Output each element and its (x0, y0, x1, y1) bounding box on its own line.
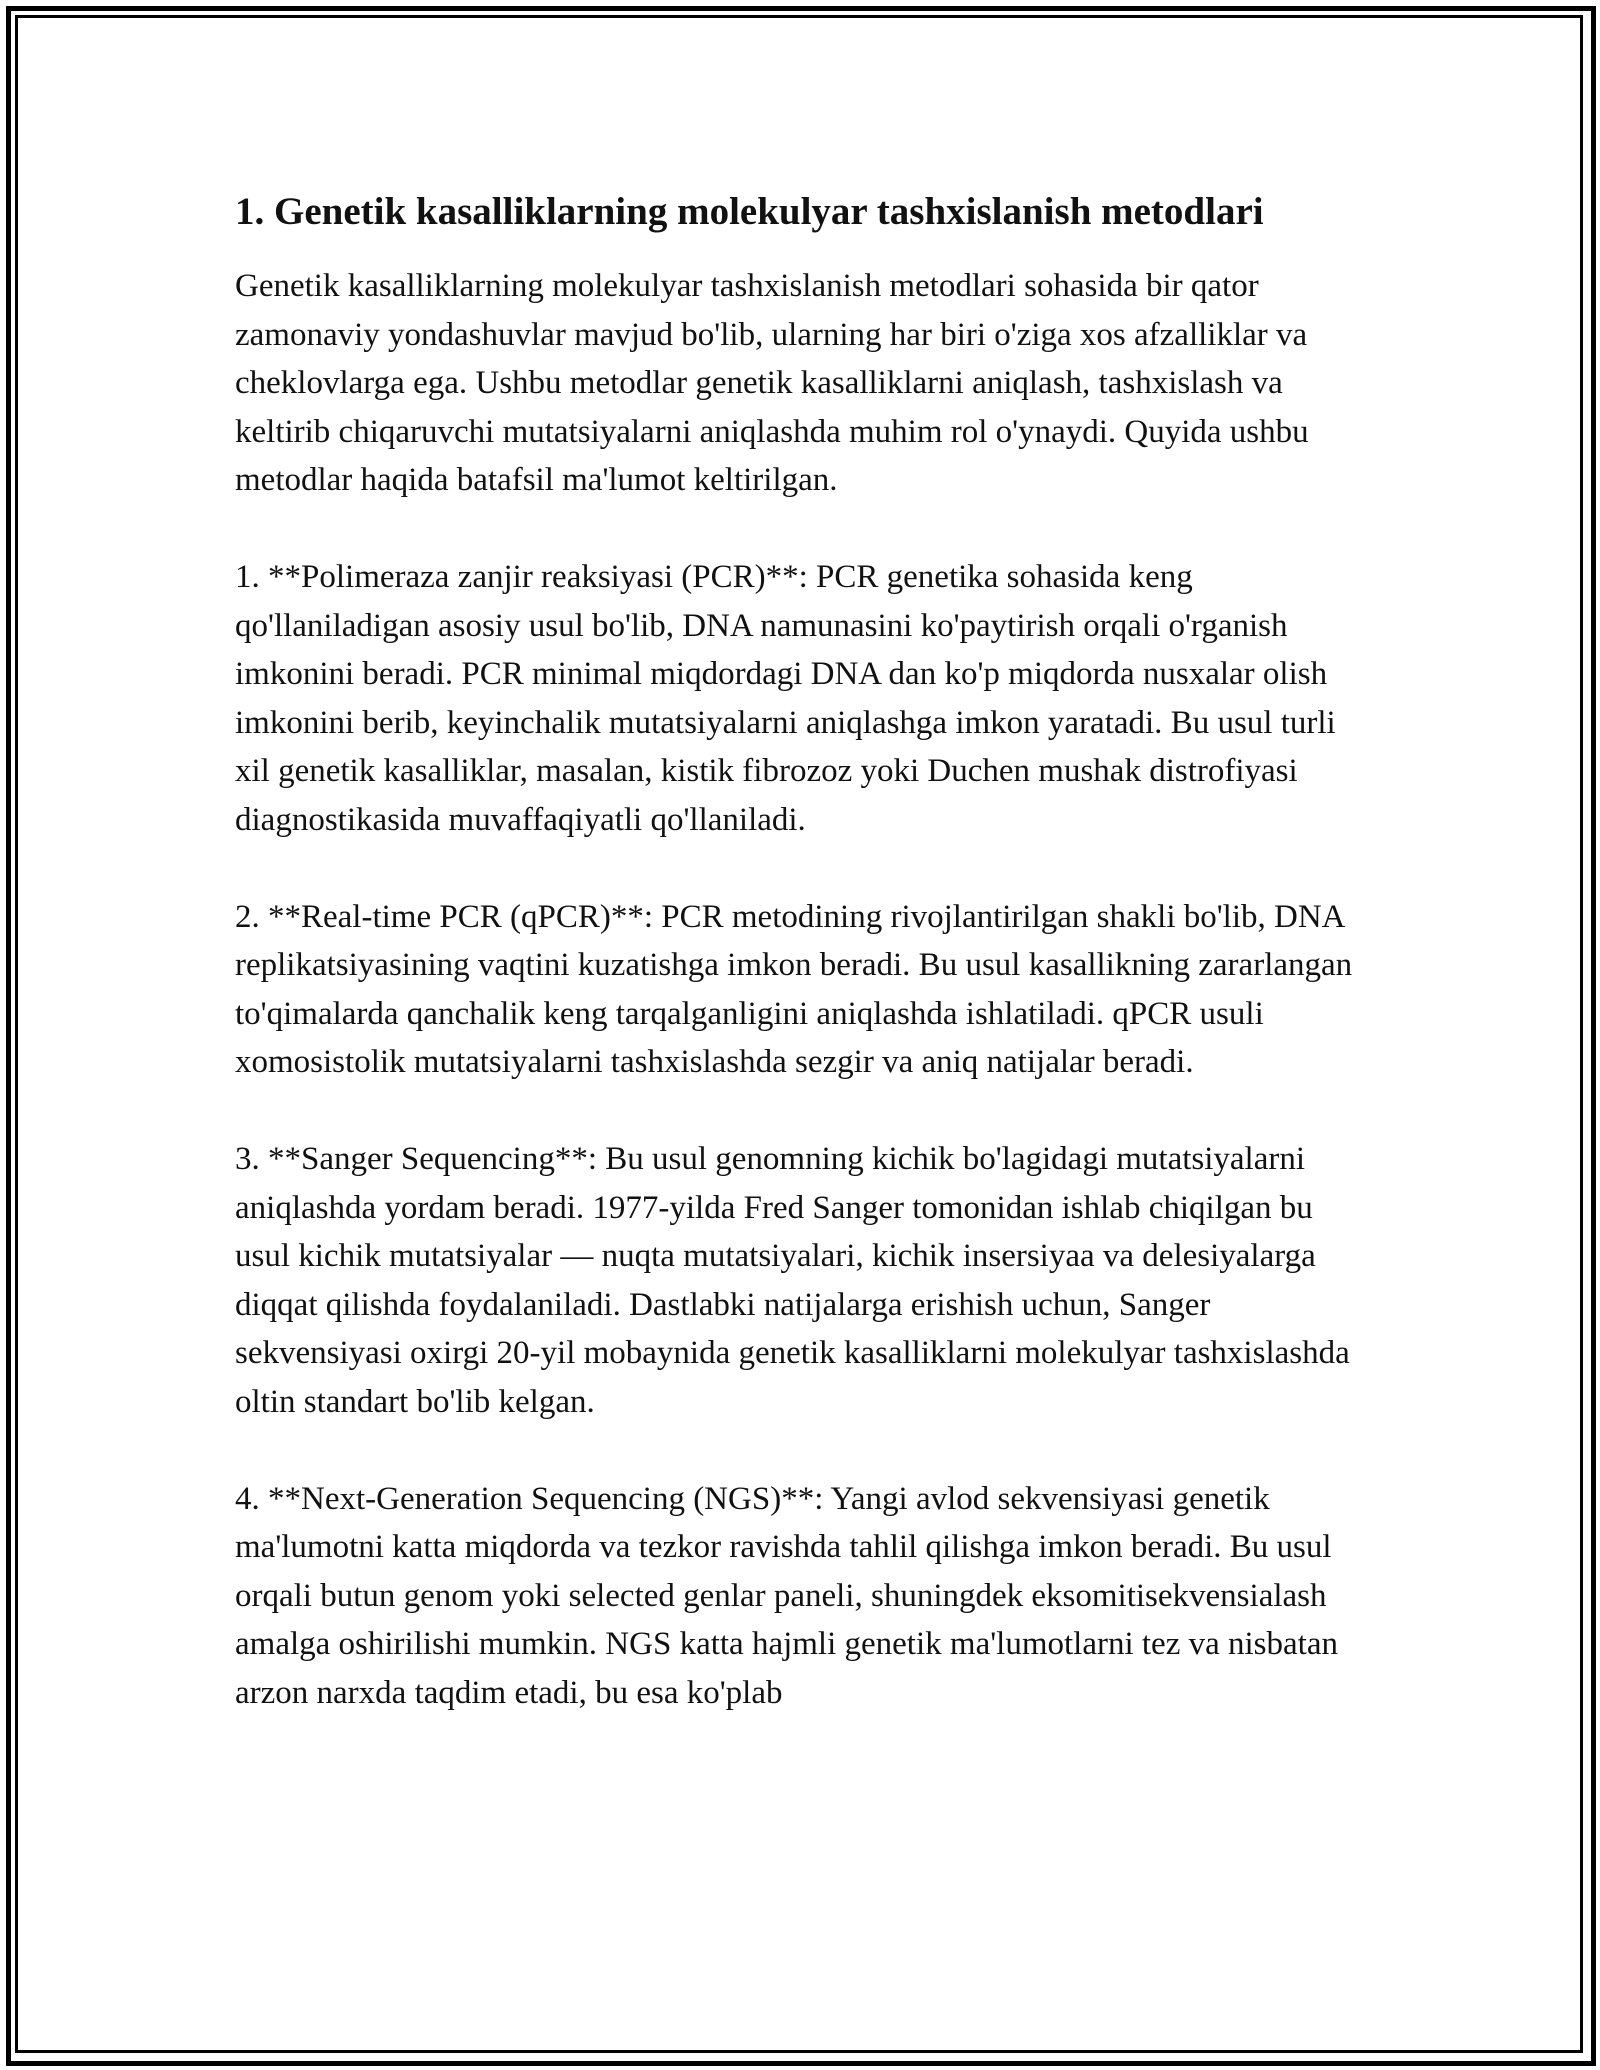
document-body (235, 180, 1375, 1766)
qpcr-paragraph: 2. **Real-time PCR (qPCR)**: PCR metodining rivojlantirilgan shakli bo'lib, DNA replikatsiyasining vaqtini kuzatishga imkon beradi. Bu usul kasallikning zararlangan to'qimalarda qanchalik keng tarqalganligini aniqlashda ishlatiladi. qPCR usuli xomosistolik mutatsiyalarni tashxislashda sezgir va aniq natijalar beradi. (235, 898, 1353, 1080)
intro-paragraph: Genetik kasalliklarning molekulyar tashxislanish metodlari sohasida bir qator zamonaviy yondashuvlar mavjud bo'lib, ularning har biri o'ziga xos afzalliklar va cheklovlarga ega. Ushbu metodlar genetik kasalliklarni aniqlash, tashxislash va keltirib chiqaruvchi mutatsiyalarni aniqlashda muhim rol o'ynaydi. Quyida ushbu metodlar haqida batafsil ma'lumot keltirilgan. (235, 268, 1309, 498)
document-title: 1. Genetik kasalliklarning molekulyar tashxislanish metodlari (235, 190, 1264, 233)
ngs-paragraph: 4. **Next-Generation Sequencing (NGS)**: Yangi avlod sekvensiyasi genetik ma'lumotni katta miqdorda va tezkor ravishda tahlil qilishga imkon beradi. Bu usul orqali butun genom yoki selected genlar paneli, shuningdek eksomitisekvensialash amalga oshirilishi mumkin. NGS katta hajmli genetik ma'lumotlarni tez va nisbatan arzon narxda taqdim etadi, bu esa ko'plab (235, 1480, 1338, 1711)
pcr-paragraph: 1. **Polimeraza zanjir reaksiyasi (PCR)**: PCR genetika sohasida keng qo'llaniladigan asosiy usul bo'lib, DNA namunasini ko'paytirish orqali o'rganish imkonini beradi. PCR minimal miqdordagi DNA dan ko'p miqdorda nusxalar olish imkonini berib, keyinchalik mutatsiyalarni aniqlashga imkon yaratadi. Bu usul turli xil genetik kasalliklar, masalan, kistik fibrozoz yoki Duchen mushak distrofiyasi diagnostikasida muvaffaqiyatli qo'llaniladi. (235, 559, 1336, 838)
sanger-paragraph: 3. **Sanger Sequencing**: Bu usul genomning kichik bo'lagidagi mutatsiyalarni aniqlashda yordam beradi. 1977-yilda Fred Sanger tomonidan ishlab chiqilgan bu usul kichik mutatsiyalar — nuqta mutatsiyalari, kichik insersiyaa va delesiyalarga diqqat qilishda foydalaniladi. Dastlabki natijalarga erishish uchun, Sanger sekvensiyasi oxirgi 20-yil mobaynida genetik kasalliklarni molekulyar tashxislashda oltin standart bo'lib kelgan. (235, 1141, 1350, 1420)
